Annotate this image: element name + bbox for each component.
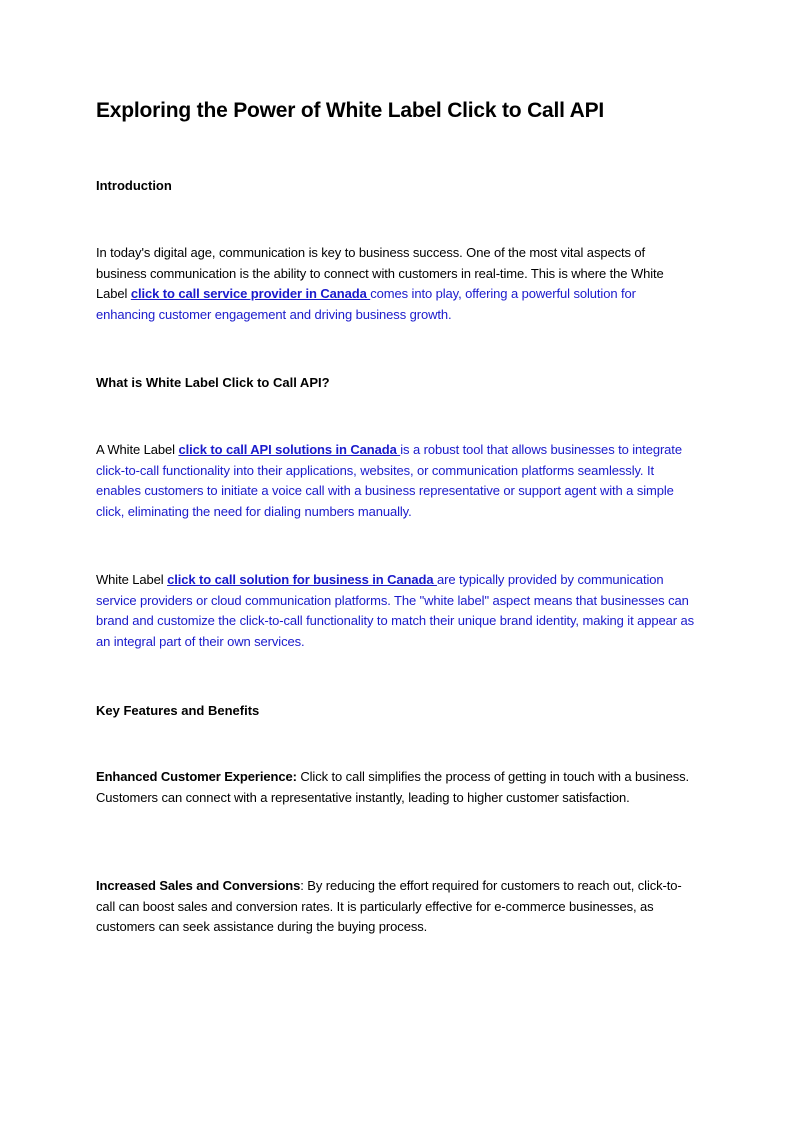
feature-label-customer-experience: Enhanced Customer Experience: <box>96 769 297 784</box>
paragraph-introduction-text-after-link: comes into play, offering a powerful solution for enhancing customer engagement and driving business growth. <box>96 286 636 322</box>
paragraph-what-is-1-text-after-link: is a robust tool that allows businesses to integrate click-to-call functionality into their applications, websites, or communication platforms seamlessly. It enables customers to initiate a voice call with a business representative or support agent with a simple click, eliminating the need for dialing numbers manually. <box>96 442 682 519</box>
feature-label-sales-conversions: Increased Sales and Conversions <box>96 878 301 893</box>
paragraph-feature-sales-conversions <box>96 876 696 938</box>
paragraph-what-is-1 <box>96 440 696 522</box>
paragraph-what-is-1-text: A White Label <box>96 442 179 457</box>
heading-key-features: Key Features and Benefits <box>96 703 260 718</box>
feature-text-customer-experience: Click to call simplifies the process of getting in touch with a business. Customers can connect with a representative instantly, leading to higher customer satisfaction. <box>96 769 690 805</box>
link-click-to-call-service-provider[interactable]: click to call service provider in Canada <box>130 286 371 302</box>
heading-introduction: Introduction <box>96 178 172 193</box>
link-click-to-call-solution-for-business[interactable]: click to call solution for business in Canada <box>167 572 437 587</box>
paragraph-what-is-2 <box>96 570 696 652</box>
paragraph-what-is-2-text: White Label <box>96 572 168 587</box>
heading-what-is: What is White Label Click to Call API? <box>96 375 330 390</box>
page-title: Exploring the Power of White Label Click to Call API <box>96 99 605 122</box>
paragraph-feature-customer-experience <box>96 767 696 808</box>
feature-text-sales-conversions: : By reducing the effort required for customers to reach out, click-to-call can boost sales and conversion rates. It is particularly effective for e-commerce businesses, as customers can seek assistance during the buying process. <box>96 878 682 935</box>
link-click-to-call-api-solutions[interactable]: click to call API solutions in Canada <box>178 442 401 457</box>
paragraph-what-is-2-text-after-link: are typically provided by communication service providers or cloud communication platforms. The "white label" aspect means that businesses can brand and customize the click-to-call functionality to match their unique brand identity, making it appear as an integral part of their own services. <box>96 572 695 649</box>
paragraph-introduction <box>96 243 696 325</box>
paragraph-introduction-text: In today's digital age, communication is key to business success. One of the most vital aspects of business communication is the ability to connect with customers in real-time. This is where the White Label <box>96 245 664 302</box>
